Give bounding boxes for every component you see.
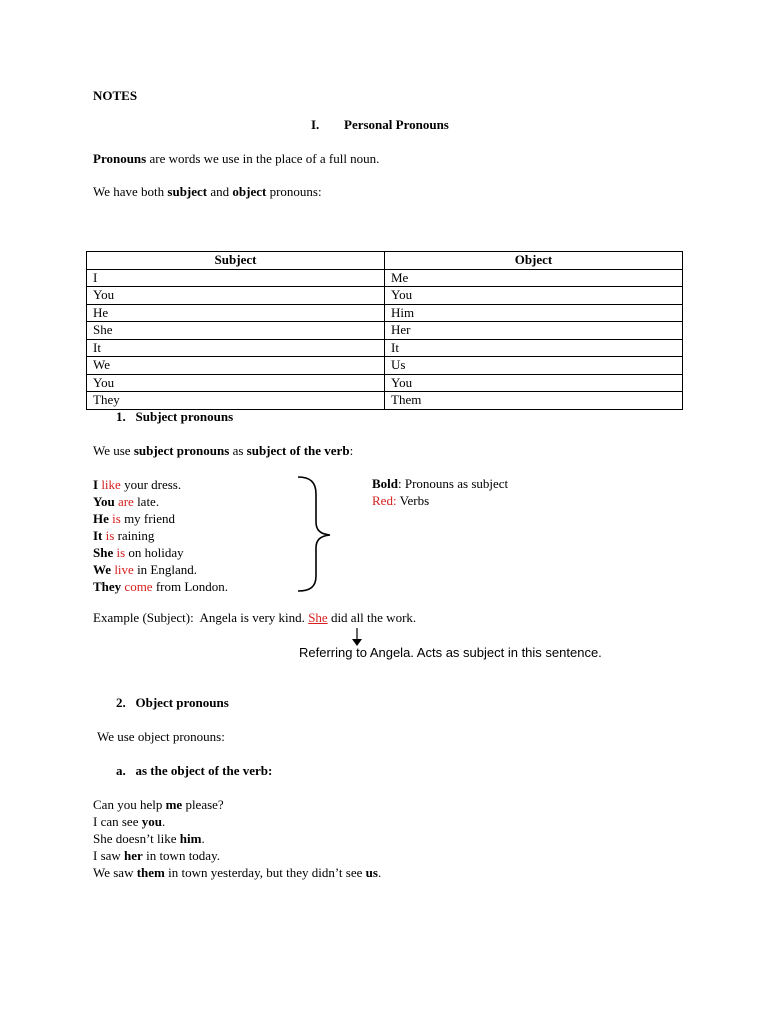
both-text-end: pronouns: (266, 184, 322, 199)
example-verb: is (112, 511, 121, 526)
pronoun-table (86, 251, 683, 410)
example-line-she: She (308, 610, 328, 625)
subject-example (93, 578, 228, 595)
example-line (93, 610, 416, 626)
obj-before: I saw (93, 848, 125, 863)
legend-red (372, 493, 429, 509)
header-object: Object (385, 252, 683, 270)
example-line-a: Example (Subject): Angela is very kind. (93, 610, 309, 625)
table-row (87, 269, 683, 287)
object-cell: Her (385, 322, 683, 340)
curly-brace-icon (296, 474, 336, 594)
table-row (87, 304, 683, 322)
example-verb: come (124, 579, 153, 594)
legend-bold-label: Bold (372, 476, 399, 491)
table-row (87, 322, 683, 340)
both-subject: subject (167, 184, 208, 199)
table-row (87, 392, 683, 410)
example-pronoun: He (93, 511, 109, 526)
subject-example (93, 527, 154, 544)
example-pronoun: You (93, 494, 115, 509)
header-subject: Subject (87, 252, 385, 270)
object-cell: You (385, 287, 683, 305)
obj-pronoun-2: us (365, 865, 378, 880)
both-text-a: We have both (93, 184, 168, 199)
example-verb: like (101, 477, 121, 492)
obj-before: Can you help (93, 797, 166, 812)
obj-pronoun: me (165, 797, 183, 812)
object-sub-heading-a: a. as the object of the verb: (116, 763, 273, 778)
subject-use-b2: subject of the verb (246, 443, 350, 458)
obj-after: please? (182, 797, 224, 812)
obj-after: . (201, 831, 205, 846)
subject-use-d: : (349, 443, 354, 458)
example-rest: my friend (120, 511, 175, 526)
example-rest: your dress. (120, 477, 182, 492)
both-line (93, 184, 322, 200)
object-cell: It (385, 339, 683, 357)
subject-use-line (93, 443, 353, 459)
subject-example (93, 493, 159, 510)
example-pronoun: We (93, 562, 112, 577)
obj-pronoun: them (136, 865, 165, 880)
object-example (93, 796, 224, 813)
subject-example (93, 544, 184, 561)
example-verb: is (116, 545, 126, 560)
object-cell: Us (385, 357, 683, 375)
example-rest: late. (133, 494, 160, 509)
both-object: object (232, 184, 267, 199)
subject-use-a: We use (93, 443, 134, 458)
obj-before: I can see (93, 814, 142, 829)
obj-after: in town yesterday, but they didn’t see (164, 865, 366, 880)
obj-after-2: . (377, 865, 382, 880)
definition-term: Pronouns (93, 151, 147, 166)
table-row (87, 339, 683, 357)
object-cell: Them (385, 392, 683, 410)
example-rest: on holiday (125, 545, 184, 560)
definition-line (93, 151, 379, 167)
subject-cell: We (87, 357, 385, 375)
table-row (87, 287, 683, 305)
object-example (93, 847, 220, 864)
example-rest: in England. (133, 562, 197, 577)
subject-use-c: as (229, 443, 247, 458)
both-text-and: and (207, 184, 233, 199)
obj-before: She doesn’t like (93, 831, 180, 846)
obj-pronoun: him (179, 831, 202, 846)
example-rest: raining (114, 528, 155, 543)
example-pronoun: They (93, 579, 122, 594)
object-example (93, 830, 205, 847)
legend-red-text: Verbs (396, 493, 430, 508)
example-pronoun: I (93, 477, 99, 492)
subject-use-b1: subject pronouns (133, 443, 230, 458)
obj-before: We saw (93, 865, 137, 880)
legend-bold-text: : Pronouns as subject (398, 476, 509, 491)
subject-example (93, 476, 181, 493)
obj-pronoun: you (141, 814, 162, 829)
object-example (93, 813, 165, 830)
section-numeral: I. (311, 117, 320, 132)
notes-title: NOTES (93, 88, 138, 103)
object-cell: Him (385, 304, 683, 322)
example-line-b: did all the work. (327, 610, 417, 625)
object-cell: Me (385, 269, 683, 287)
subject-cell: I (87, 269, 385, 287)
table-row (87, 357, 683, 375)
definition-text: are words we use in the place of a full noun. (146, 151, 380, 166)
example-verb: live (114, 562, 134, 577)
obj-after: in town today. (142, 848, 220, 863)
example-rest: from London. (152, 579, 229, 594)
subject-cell: They (87, 392, 385, 410)
subject-example (93, 510, 175, 527)
object-example (93, 864, 381, 881)
obj-after: . (161, 814, 166, 829)
subject-cell: You (87, 287, 385, 305)
subject-section-heading: 1. Subject pronouns (116, 409, 234, 424)
object-section-heading: 2. Object pronouns (116, 695, 229, 710)
section-title: Personal Pronouns (344, 117, 449, 132)
legend-red-label: Red: (372, 493, 397, 508)
object-use-line: We use object pronouns: (97, 729, 225, 744)
subject-example (93, 561, 197, 578)
example-verb: are (117, 494, 134, 509)
example-verb: is (105, 528, 115, 543)
legend-bold (372, 476, 508, 492)
example-pronoun: She (93, 545, 114, 560)
obj-pronoun: her (124, 848, 143, 863)
object-cell: You (385, 374, 683, 392)
referring-note: Referring to Angela. Acts as subject in this sentence. (299, 645, 602, 660)
subject-cell: It (87, 339, 385, 357)
subject-cell: You (87, 374, 385, 392)
table-row (87, 374, 683, 392)
table-header-row (87, 252, 683, 270)
subject-cell: She (87, 322, 385, 340)
subject-cell: He (87, 304, 385, 322)
example-pronoun: It (93, 528, 103, 543)
